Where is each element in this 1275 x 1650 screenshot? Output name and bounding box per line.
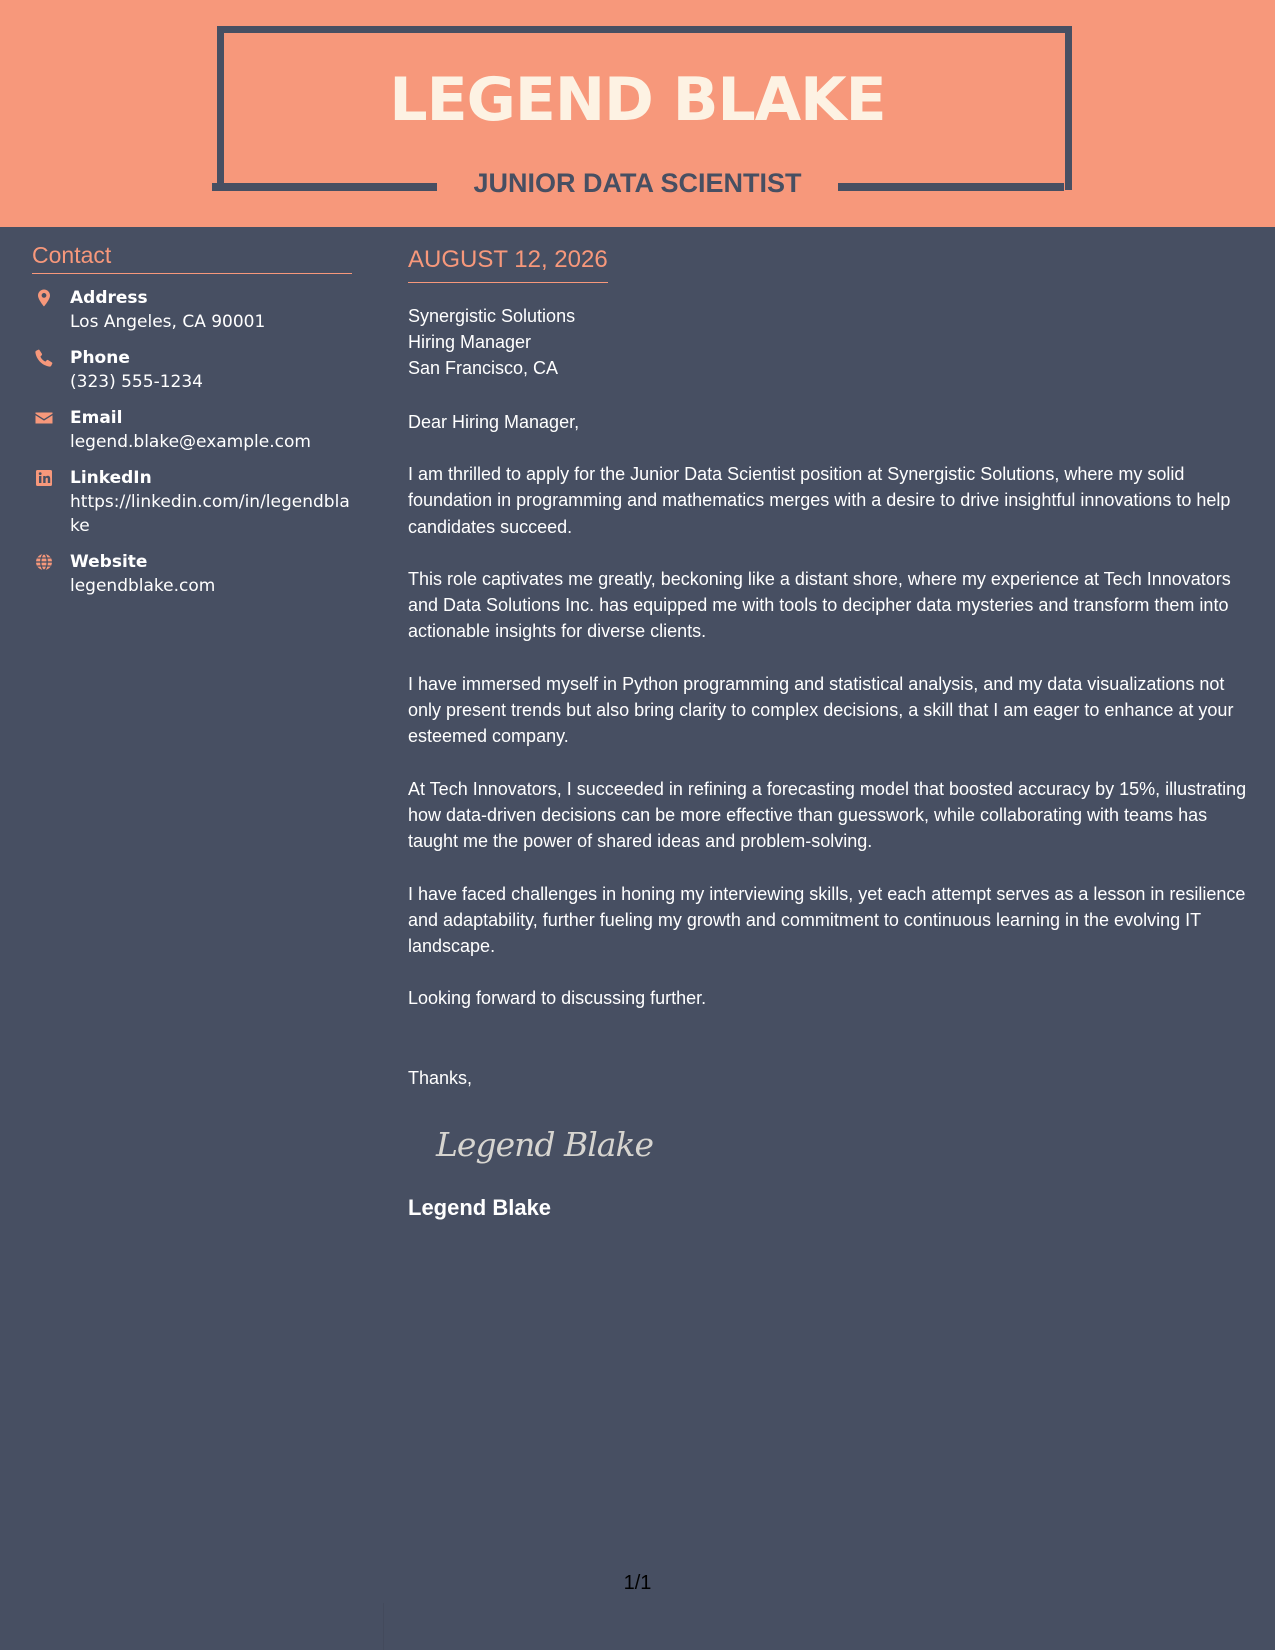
letter-paragraph: This role captivates me greatly, beckoning like a distant shore, where my experience at Tech Innovators and Data Solutions Inc. has equipped me with tools to decipher data mysteries and transform them into actionable insights for diverse clients. xyxy=(408,568,1231,642)
contact-item-email xyxy=(32,406,352,454)
salutation: Dear Hiring Manager, xyxy=(408,412,580,432)
phone-icon xyxy=(34,348,54,368)
linkedin-icon xyxy=(34,468,54,488)
applicant-name: LEGEND BLAKE xyxy=(389,65,886,135)
contact-value: Los Angeles, CA 90001 xyxy=(70,312,266,332)
letter-paragraph: At Tech Innovators, I succeeded in refining a forecasting model that boosted accuracy by 15%, illustrating how data-driven decisions can be more effective than guesswork, while collaborating with teams has taught me the power of shared ideas and problem-solving. xyxy=(408,778,1247,852)
contact-heading: Contact xyxy=(32,240,352,274)
letter-date: AUGUST 12, 2026 xyxy=(408,244,608,283)
page-number: 1/1 xyxy=(623,1572,652,1594)
column-divider xyxy=(383,1603,384,1650)
signer-name: Legend Blake xyxy=(408,1194,552,1220)
contact-label: Website xyxy=(70,552,148,572)
contact-item-website xyxy=(32,550,352,598)
contact-value: legend.blake@example.com xyxy=(70,432,311,452)
contact-label: Phone xyxy=(70,348,130,368)
contact-label: LinkedIn xyxy=(70,468,152,488)
contact-list xyxy=(32,286,352,598)
contact-value: (323) 555-1234 xyxy=(70,372,203,392)
letter-paragraph: I am thrilled to apply for the Junior Data Scientist position at Synergistic Solutions, where my solid foundation in programming and mathematics merges with a desire to drive insightful innovations to help candidates succeed. xyxy=(408,464,1231,537)
contact-value: legendblake.com xyxy=(70,576,216,596)
letter-paragraph: I have immersed myself in Python programming and statistical analysis, and my data visualizations not only present trends but also bring clarity to complex decisions, a skill that I am eager to enhance at your esteemed company. xyxy=(408,673,1234,747)
letter-paragraph: Looking forward to discussing further. xyxy=(408,988,707,1009)
job-title: JUNIOR DATA SCIENTIST xyxy=(473,168,802,198)
envelope-icon xyxy=(34,408,54,428)
letter-body xyxy=(408,244,1253,1223)
contact-item-linkedin xyxy=(32,466,352,538)
closing: Thanks, xyxy=(408,1067,473,1088)
contact-label: Email xyxy=(70,408,123,428)
recipient-location: San Francisco, CA xyxy=(408,358,559,378)
contact-item-address xyxy=(32,286,352,334)
header-banner xyxy=(0,0,1275,227)
recipient-company: Synergistic Solutions xyxy=(408,306,576,326)
recipient-title: Hiring Manager xyxy=(408,332,532,352)
handwritten-signature: Legend Blake xyxy=(436,1124,653,1164)
recipient-block xyxy=(408,303,1253,381)
contact-value: https://linkedin.com/in/legendblake xyxy=(70,492,350,536)
contact-sidebar xyxy=(32,240,352,610)
map-pin-icon xyxy=(34,288,54,308)
contact-label: Address xyxy=(70,288,148,308)
contact-item-phone xyxy=(32,346,352,394)
globe-icon xyxy=(34,552,54,572)
letter-paragraph: I have faced challenges in honing my interviewing skills, yet each attempt serves as a lesson in resilience and adaptability, further fueling my growth and commitment to continuous learning in the evolving IT landscape. xyxy=(408,883,1246,957)
